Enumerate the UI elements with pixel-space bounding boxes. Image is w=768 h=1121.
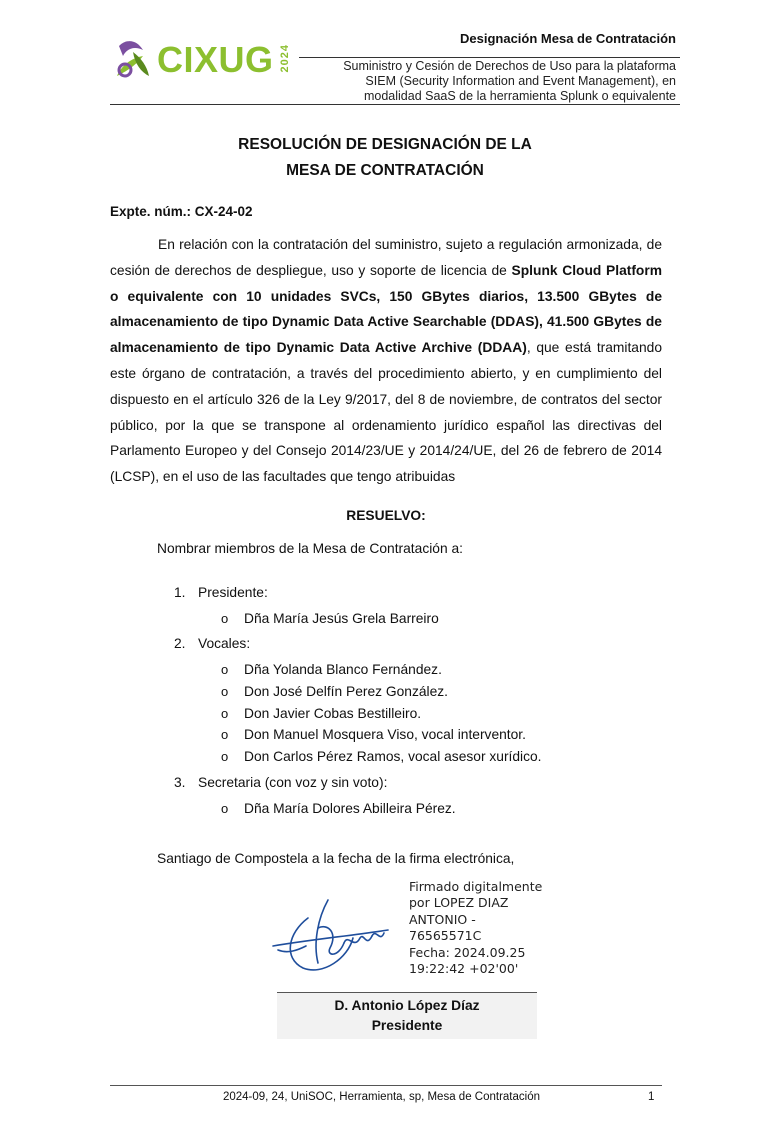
header-bottom-divider xyxy=(110,104,680,105)
body-paragraph xyxy=(110,232,662,490)
member-name: Dña María Jesús Grela Barreiro xyxy=(244,611,439,626)
signer-name: D. Antonio López Díaz xyxy=(334,998,480,1013)
signer-role: Presidente xyxy=(371,1018,443,1033)
bullet-icon: o xyxy=(221,801,229,816)
member-name: Don Carlos Pérez Ramos, vocal asesor xurídico. xyxy=(244,749,542,764)
bullet-icon: o xyxy=(221,727,229,742)
document-title-line: MESA DE CONTRATACIÓN xyxy=(286,162,484,179)
document-title-line: RESOLUCIÓN DE DESIGNACIÓN DE LA xyxy=(238,136,532,153)
member-name: Dña Yolanda Blanco Fernández. xyxy=(244,662,442,677)
bullet-icon: o xyxy=(221,706,229,721)
nombrar-intro: Nombrar miembros de la Mesa de Contratación a: xyxy=(157,541,463,556)
page-number: 1 xyxy=(648,1091,655,1103)
digital-signature-block xyxy=(409,879,542,977)
list-label: Vocales: xyxy=(198,636,251,651)
paragraph-text: , que está tramitando este órgano de contratación, a través del procedimiento abierto, y en cumplimiento del dispuesto en el artículo 326 de la Ley 9/2017, del 8 de noviembre, de contratos del sector público, por la que se transpone al ordenamiento jurídico español las directivas del Parlamento Europeo y del Consejo 2014/23/UE y 2014/24/UE, del 26 de febrero de 2014 (LCSP), en el uso de las facultades que tengo atribuidas xyxy=(110,340,663,485)
handwritten-signature xyxy=(268,888,393,983)
footer-divider xyxy=(110,1085,662,1086)
bullet-icon: o xyxy=(221,749,229,764)
bullet-icon: o xyxy=(221,662,229,677)
member-name: Don Javier Cobas Bestilleiro. xyxy=(244,706,422,721)
paragraph-text: En relación con la contratación del suministro, sujeto a regulación armonizada, de cesión de derechos de despliegue, uso y soporte de licencia de xyxy=(110,237,662,278)
resuelvo-heading: RESUELVO: xyxy=(346,508,426,523)
header-subtitle xyxy=(296,59,676,104)
cixug-logo xyxy=(113,36,293,84)
signature-line: 19:22:42 +02'00' xyxy=(409,961,519,977)
member-name: Don Manuel Mosquera Viso, vocal interventor. xyxy=(244,727,526,742)
member-name: Don José Delfín Perez González. xyxy=(244,684,448,699)
footer-text: 2024-09, 24, UniSOC, Herramienta, sp, Mesa de Contratación xyxy=(222,1091,540,1103)
expediente-number: Expte. núm.: CX-24-02 xyxy=(110,204,253,219)
header-title: Designación Mesa de Contratación xyxy=(460,31,676,46)
logo-year: 2024 xyxy=(279,44,291,73)
header-subtitle-line: Suministro y Cesión de Derechos de Uso para la plataforma xyxy=(343,59,676,73)
signature-line: por LOPEZ DIAZ xyxy=(409,895,509,911)
signature-line: 76565571C xyxy=(409,928,482,944)
signature-line: ANTONIO - xyxy=(409,911,476,927)
list-number: 1. xyxy=(174,585,186,600)
header-subtitle-line: SIEM (Security Information and Event Management), en xyxy=(365,74,676,88)
list-label: Secretaria (con voz y sin voto): xyxy=(198,775,388,790)
signature-line: Fecha: 2024.09.25 xyxy=(409,944,526,960)
header-divider xyxy=(299,57,680,58)
list-number: 3. xyxy=(174,775,186,790)
header-subtitle-line: modalidad SaaS de la herramienta Splunk o equivalente xyxy=(363,89,676,103)
bullet-icon: o xyxy=(221,684,229,699)
closing-text: Santiago de Compostela a la fecha de la firma electrónica, xyxy=(157,851,515,866)
document-title xyxy=(110,132,660,184)
paragraph-bold-text: Splunk Cloud Platform o equivalente con 10 unidades SVCs, 150 GBytes diarios, 13.500 GBytes de almacenamiento de tipo Dynamic Data Active Searchable (DDAS), 41.500 GBytes de almacenamiento de tipo Dynamic Data Active Archive (DDAA) xyxy=(110,262,662,356)
signature-line: Firmado digitalmente xyxy=(409,879,543,894)
list-number: 2. xyxy=(174,636,186,651)
member-name: Dña María Dolores Abilleira Pérez. xyxy=(244,801,456,816)
list-label: Presidente: xyxy=(198,585,268,600)
logo-text: CIXUG xyxy=(157,39,274,80)
cixug-logo-icon xyxy=(113,36,153,80)
bullet-icon: o xyxy=(221,611,229,626)
signer-name-block xyxy=(277,996,537,1036)
